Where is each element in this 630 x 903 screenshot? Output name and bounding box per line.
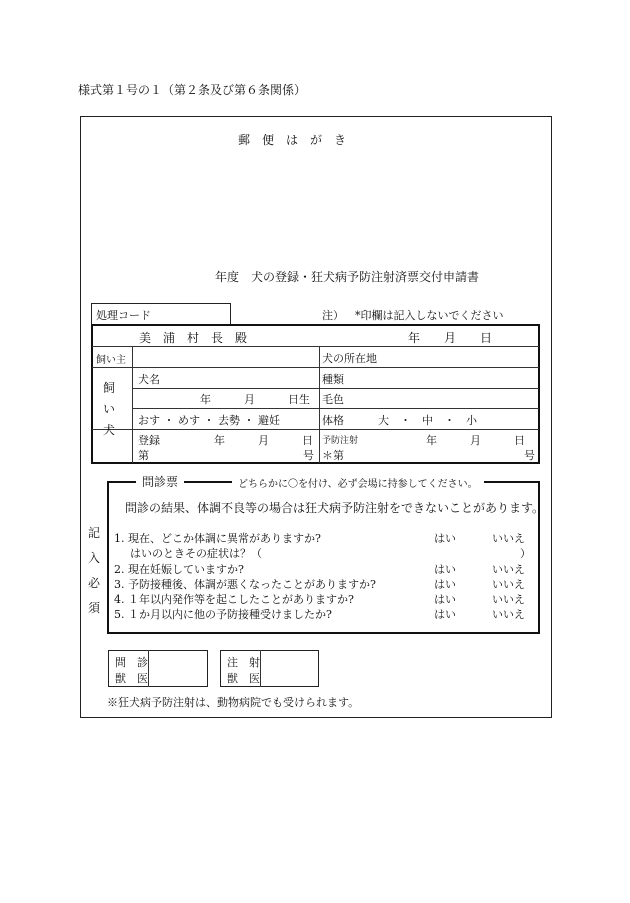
q4-yes[interactable]: はい	[434, 593, 456, 606]
postcard-title: 郵 便 は が き	[238, 133, 347, 147]
application-date: 年 月 日	[408, 331, 493, 345]
questionnaire-title: 問診票	[136, 473, 184, 490]
processing-code-label: 処理コード	[96, 309, 151, 322]
owner-field[interactable]	[134, 348, 317, 366]
inj-vet-label-1: 注 射	[227, 656, 260, 669]
registration-label: 登録	[138, 434, 160, 447]
question-1: 1. 現在、どこか体調に異常がありますか?	[114, 532, 321, 545]
dog-name-label: 犬名	[138, 373, 160, 386]
dog-location-label: 犬の所在地	[322, 352, 377, 365]
size-options[interactable]: 大 ・ 中 ・ 小	[378, 414, 477, 427]
size-label: 体格	[322, 414, 344, 427]
questionnaire-instruction: どちらかに〇を付け、必ず会場に持参してください。	[232, 475, 484, 490]
q2-no[interactable]: いいえ	[492, 563, 525, 576]
question-1-sub: はいのときその症状は？（	[130, 547, 262, 560]
questionnaire-notice: 問診の結果、体調不良等の場合は狂犬病予防注射をできないことがあります。	[125, 501, 545, 515]
question-3: 3. 予防接種後、体調が悪くなったことがありますか?	[114, 578, 376, 591]
q5-yes[interactable]: はい	[434, 608, 456, 621]
form-id: 様式第１号の１（第２条及び第６条関係）	[78, 83, 307, 97]
exam-vet-signature-field[interactable]	[150, 651, 206, 686]
sex-options[interactable]: おす ・ めす ・ 去勢 ・ 避妊	[138, 414, 280, 427]
registration-date: 年 月 日	[214, 434, 313, 447]
q2-yes[interactable]: はい	[434, 563, 456, 576]
note-text: *印欄は記入しないでください	[355, 309, 504, 322]
injection-vet-signature-field[interactable]	[262, 651, 317, 686]
q3-yes[interactable]: はい	[434, 578, 456, 591]
vaccination-label: 予防注射	[322, 436, 359, 446]
q3-no[interactable]: いいえ	[492, 578, 525, 591]
question-1-close: ）	[520, 547, 531, 560]
registration-number-prefix: 第	[138, 449, 149, 462]
footer-note: ※狂犬病予防注射は、動物病院でも受けられます。	[107, 696, 360, 709]
exam-vet-label-1: 問 診	[115, 656, 148, 669]
question-2: 2. 現在妊娠していますか?	[114, 563, 244, 576]
addressee: 美 浦 村 長 殿	[139, 331, 248, 345]
q4-no[interactable]: いいえ	[492, 593, 525, 606]
registration-number-suffix: 号	[303, 449, 314, 462]
coat-color-label: 毛色	[322, 393, 344, 406]
q5-no[interactable]: いいえ	[492, 608, 525, 621]
owner-label: 飼い主	[96, 355, 126, 366]
birthdate-label: 年 月 日生	[200, 393, 310, 406]
required-label: 記入必須	[87, 526, 100, 615]
exam-vet-label-2: 獣 医	[115, 672, 148, 685]
q1-no[interactable]: いいえ	[492, 532, 525, 545]
vaccination-number-suffix: 号	[524, 449, 535, 462]
vaccination-date: 年 月 日	[426, 434, 525, 447]
application-title: 年度 犬の登録・狂犬病予防注射済票交付申請書	[215, 270, 480, 284]
q1-yes[interactable]: はい	[434, 532, 456, 545]
note-label: 注）	[322, 309, 344, 322]
breed-label: 種類	[322, 373, 344, 386]
dog-vertical-label: 飼い犬	[102, 381, 115, 437]
inj-vet-label-2: 獣 医	[227, 672, 260, 685]
vaccination-number-prefix: ＊第	[322, 449, 344, 462]
question-5: 5. １か月以内に他の予防接種受けましたか?	[114, 608, 332, 621]
question-4: 4. １年以内発作等を起こしたことがありますか?	[114, 593, 354, 606]
